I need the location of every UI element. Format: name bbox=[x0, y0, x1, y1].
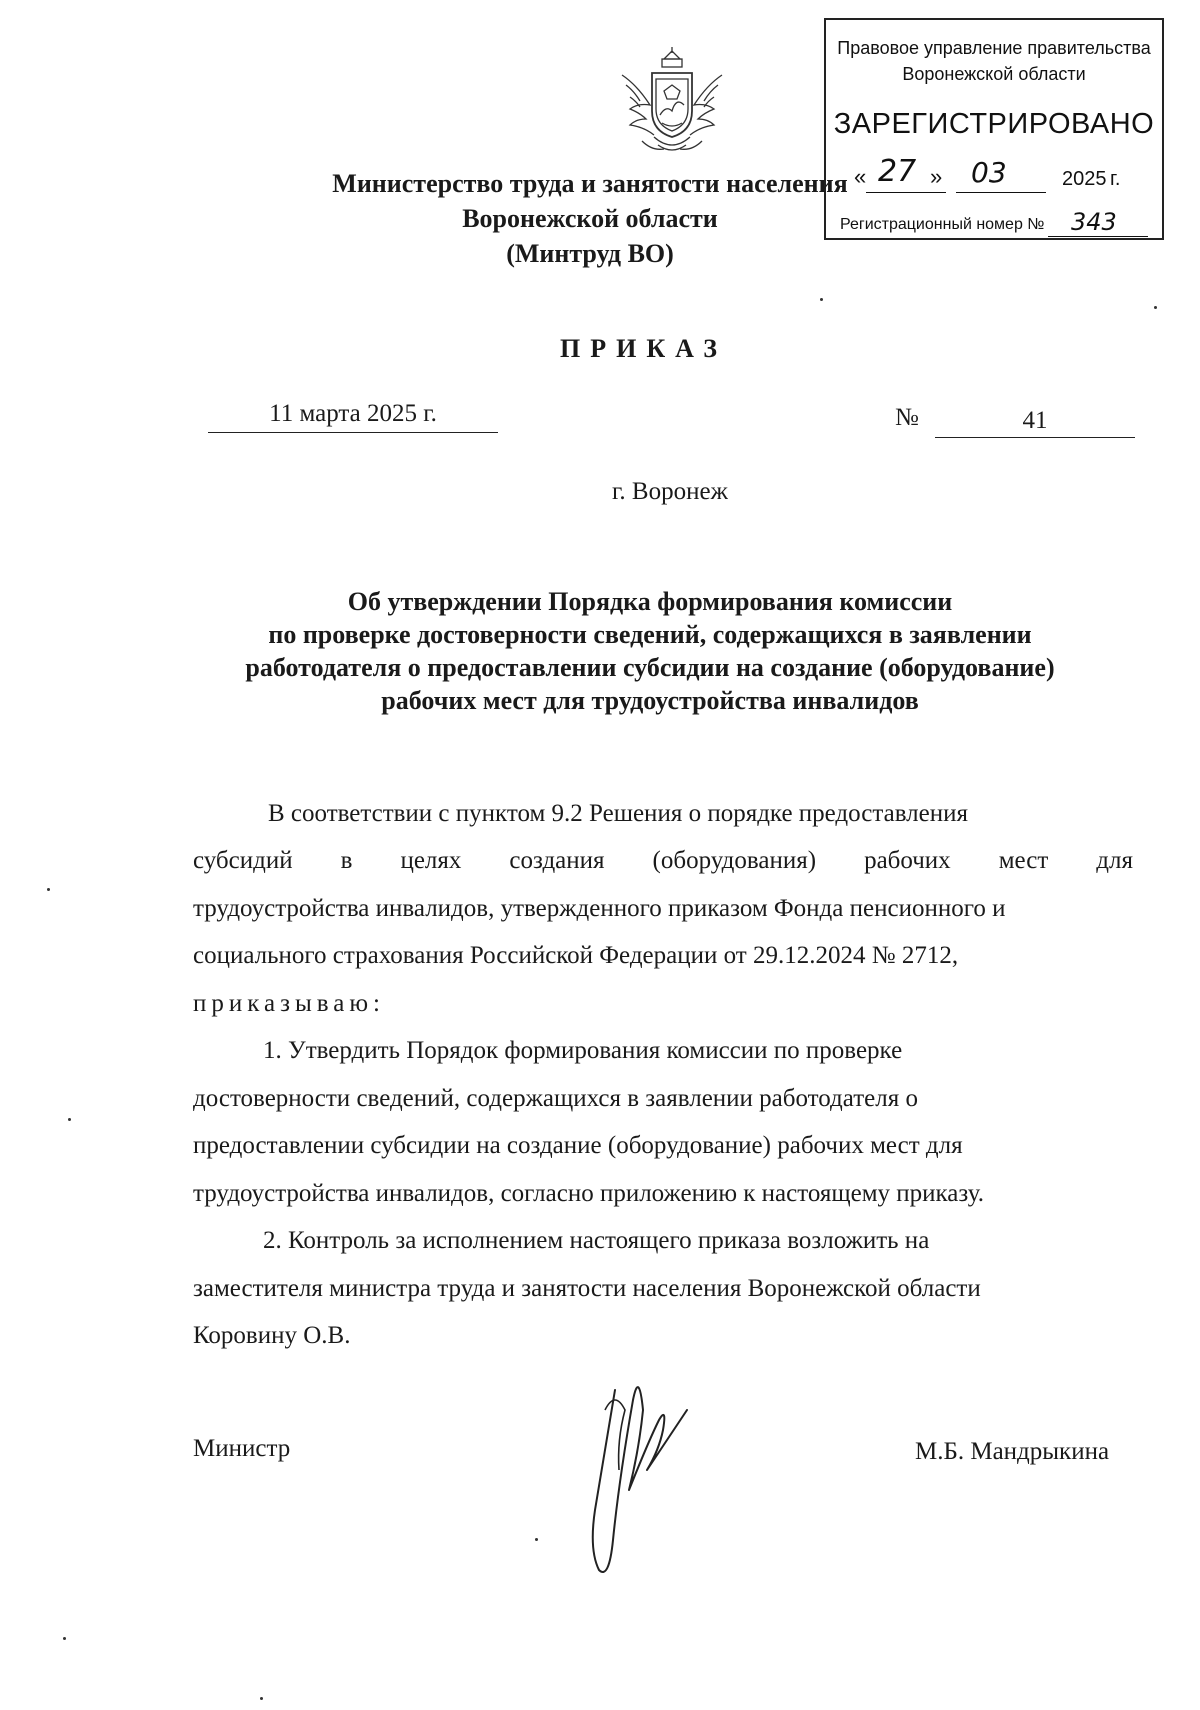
stamp-registered-label: ЗАРЕГИСТРИРОВАНО bbox=[833, 108, 1155, 140]
body-line: трудоустройства инвалидов, утвержденного приказом Фонда пенсионного и bbox=[193, 895, 1006, 922]
stamp-reg-number: 343 bbox=[1071, 208, 1117, 236]
body-line: 1. Утвердить Порядок формирования комиссии по проверке bbox=[263, 1037, 903, 1064]
body-line: достоверности сведений, содержащихся в заявлении работодателя о bbox=[193, 1085, 918, 1112]
body-line: трудоустройства инвалидов, согласно приложению к настоящему приказу. bbox=[193, 1180, 985, 1207]
body-line: предоставлении субсидии на создание (оборудование) рабочих мест для bbox=[193, 1132, 963, 1159]
body-line: заместителя министра труда и занятости населения Воронежской области bbox=[193, 1275, 981, 1302]
order-number-label: № bbox=[895, 404, 919, 431]
body-line: В соответствии с пунктом 9.2 Решения о порядке предоставления bbox=[268, 800, 968, 827]
order-number: 41 bbox=[1022, 407, 1048, 434]
subject-line3: работодателя о предоставлении субсидии на создание (оборудование) bbox=[245, 653, 1055, 682]
signatory-position: Министр bbox=[193, 1435, 291, 1462]
subject-line1: Об утверждении Порядка формирования комиссии bbox=[347, 587, 953, 616]
stamp-reg-number-label: Регистрационный номер № bbox=[840, 216, 1045, 233]
ministry-name-line2: Воронежской области bbox=[462, 204, 718, 233]
stamp-day: 27 bbox=[878, 154, 917, 189]
signatory-name: М.Б. Мандрыкина bbox=[915, 1438, 1110, 1465]
order-subject bbox=[190, 585, 1110, 717]
stamp-date-line: « 27 » 03 2025 г. bbox=[826, 162, 1162, 198]
ministry-name-line1: Министерство труда и занятости населения bbox=[332, 169, 848, 198]
order-title: ПРИКАЗ bbox=[560, 334, 728, 363]
stamp-month: 03 bbox=[971, 156, 1007, 189]
ministry-header bbox=[280, 166, 900, 271]
order-city: г. Воронеж bbox=[612, 478, 728, 505]
stamp-year: 2025 bbox=[1062, 168, 1107, 190]
body-line: 2. Контроль за исполнением настоящего приказа возложить на bbox=[263, 1227, 930, 1254]
body-line: Коровину О.В. bbox=[193, 1322, 351, 1349]
stamp-year-suffix: г. bbox=[1110, 168, 1121, 190]
subject-line4: рабочих мест для трудоустройства инвалидов bbox=[381, 686, 919, 715]
stamp-org-line2: Воронежской области bbox=[902, 64, 1086, 84]
subject-line2: по проверке достоверности сведений, содержащихся в заявлении bbox=[268, 620, 1032, 649]
body-line: приказываю: bbox=[193, 990, 385, 1017]
ministry-name-line3: (Минтруд ВО) bbox=[506, 239, 674, 268]
coat-of-arms-emblem bbox=[612, 45, 732, 157]
body-line: субсидий в целях создания (оборудования) рабочих мест для bbox=[193, 847, 1133, 874]
stamp-org-line1: Правовое управление правительства bbox=[837, 38, 1151, 58]
handwritten-signature bbox=[575, 1370, 695, 1590]
date-underline bbox=[208, 432, 498, 433]
number-underline bbox=[935, 437, 1135, 438]
order-date: 11 марта 2025 г. bbox=[269, 400, 437, 427]
body-line: социального страхования Российской Федерации от 29.12.2024 № 2712, bbox=[193, 942, 959, 969]
